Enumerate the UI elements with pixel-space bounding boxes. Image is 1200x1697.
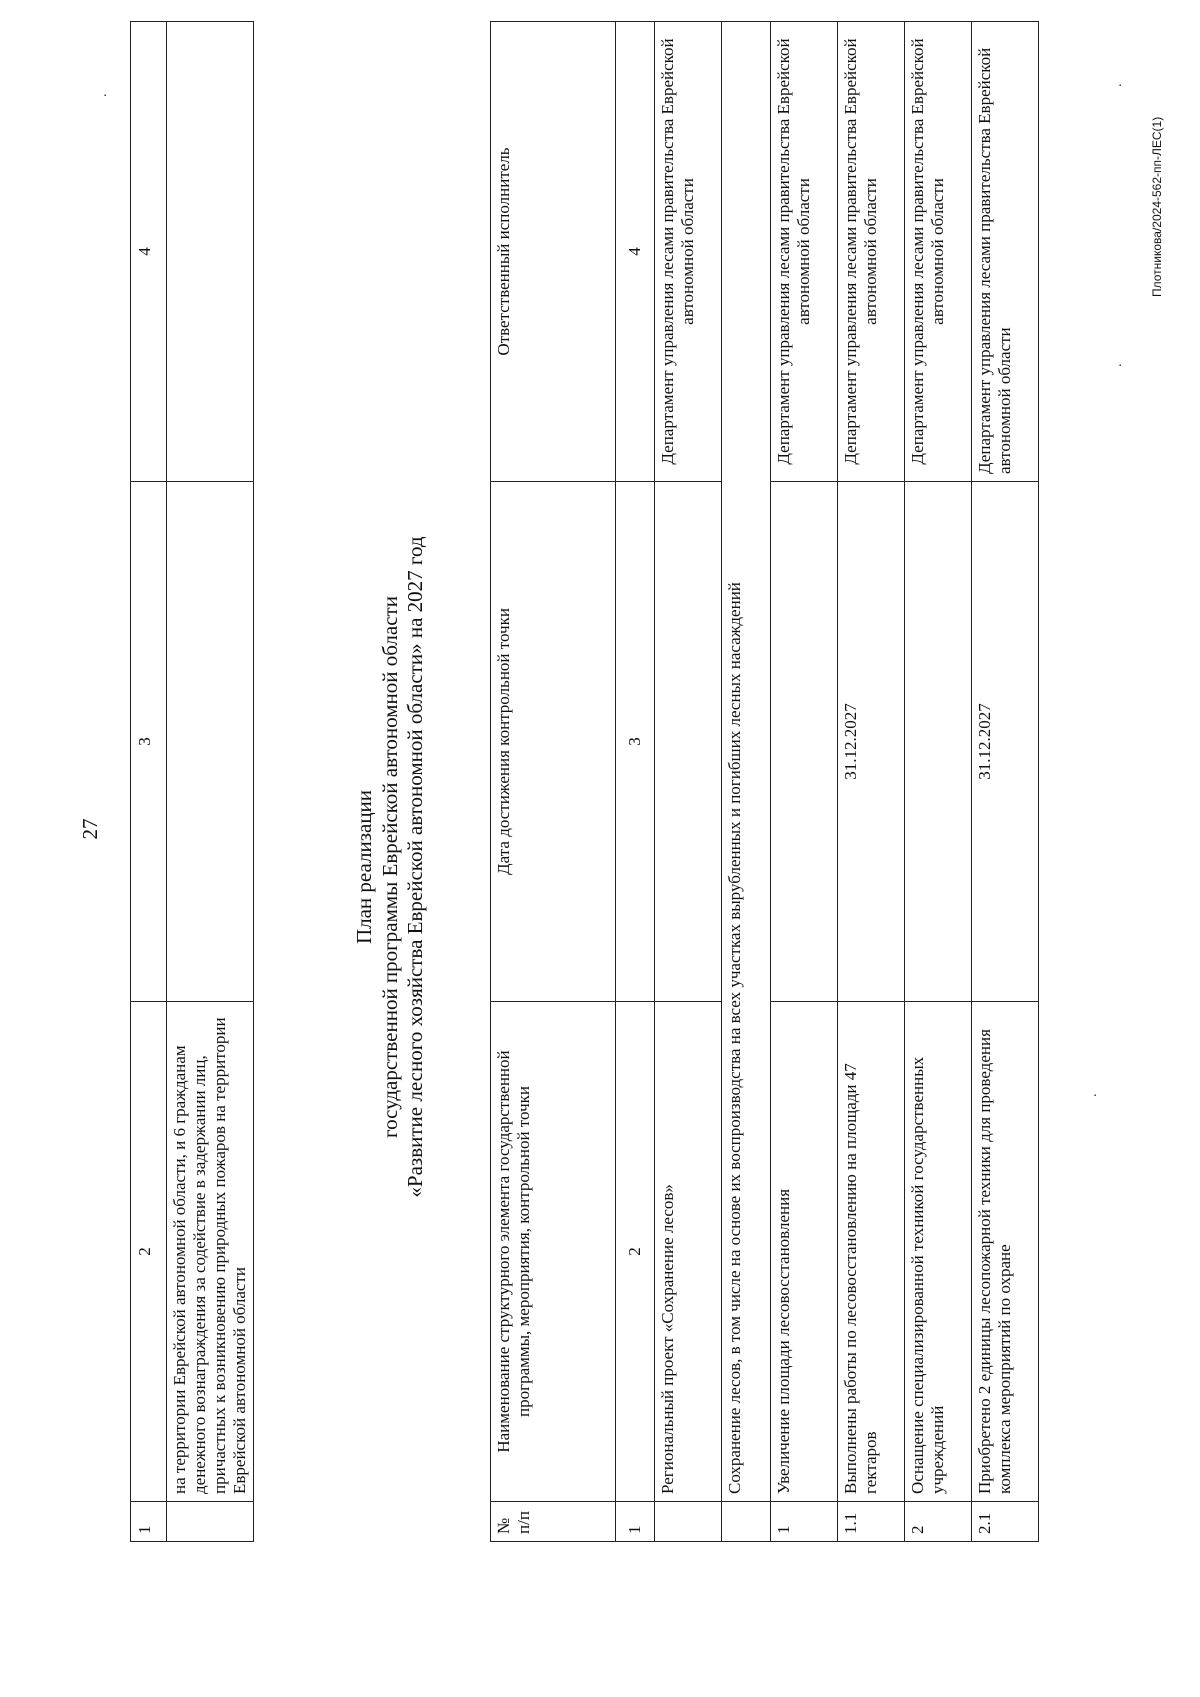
row-name: Выполнены работы по лесовосстановлению на площади 47 гектаров — [838, 1002, 905, 1502]
header-num-2: 2 — [616, 1002, 655, 1502]
cell-executor — [167, 22, 254, 482]
row-date: 31.12.2027 — [972, 482, 1039, 1002]
title-line-1: План реализации — [352, 789, 376, 945]
project-name: Региональный проект «Сохранение лесов» — [655, 1002, 722, 1502]
row-num: 1 — [771, 1502, 838, 1542]
title-line-2: государственной программы Еврейской автономной области — [377, 596, 402, 1138]
plan-table — [490, 21, 1039, 1542]
row-executor: Департамент управления лесами правительства Еврейской автономной области — [771, 22, 838, 482]
row-executor: Департамент управления лесами правительства Еврейской автономной области — [838, 22, 905, 482]
header-num-1: 1 — [616, 1502, 655, 1542]
project-num — [655, 1502, 722, 1542]
col-header-1: 1 — [131, 1502, 167, 1542]
continuation-table — [130, 21, 254, 1542]
project-date — [655, 482, 722, 1002]
row-num: 2.1 — [972, 1502, 1039, 1542]
project-executor: Департамент управления лесами правительства Еврейской автономной области — [655, 22, 722, 482]
row-num: 2 — [905, 1502, 972, 1542]
row-executor: Департамент управления лесами правительства Еврейской автономной области — [972, 22, 1039, 482]
row-num: 1.1 — [838, 1502, 905, 1542]
document-footer-code: Плотникова/2024-562-пп-ЛЕС(1) — [1150, 116, 1164, 297]
header-name: Наименование структурного элемента государственной программы, мероприятия, контрольной точки — [491, 1002, 616, 1502]
scan-speck: . — [1110, 363, 1125, 367]
header-date: Дата достижения контрольной точки — [491, 482, 616, 1002]
row-name: Оснащение специализированной техникой государственных учреждений — [905, 1002, 972, 1502]
row-executor: Департамент управления лесами правительства Еврейской автономной области — [905, 22, 972, 482]
header-num-3: 3 — [616, 482, 655, 1002]
header-num-4: 4 — [616, 22, 655, 482]
col-header-4: 4 — [131, 22, 167, 482]
header-executor: Ответственный исполнитель — [491, 22, 616, 482]
scan-speck: . — [1110, 83, 1125, 87]
row-date — [905, 482, 972, 1002]
cell-date — [167, 482, 254, 1002]
header-num: № п/п — [491, 1502, 616, 1542]
task-row: Сохранение лесов, в том числе на основе их воспроизводства на всех участках вырубленных и погибших лесных насаждений — [722, 22, 771, 1502]
cell-name: на территории Еврейской автономной области, и 6 гражданам денежного вознаграждения за содействие в задержании лиц, причастных к возникновению природных пожаров на территории Еврейской автономной области — [167, 1002, 254, 1502]
title-line-3: «Развитие лесного хозяйства Еврейской автономной области» на 2027 год — [403, 536, 428, 1198]
page-number: 27 — [78, 818, 102, 840]
cell-num — [167, 1502, 254, 1542]
scan-speck: . — [95, 93, 110, 97]
col-header-3: 3 — [131, 482, 167, 1002]
row-date — [771, 482, 838, 1002]
row-name: Приобретено 2 единицы лесопожарной техники для проведения комплекса мероприятий по охране — [972, 1002, 1039, 1502]
row-name: Увеличение площади лесовосстановления — [771, 1002, 838, 1502]
plan-title — [352, 437, 429, 1297]
row-date: 31.12.2027 — [838, 482, 905, 1002]
col-header-2: 2 — [131, 1002, 167, 1502]
task-num — [722, 1502, 771, 1542]
scan-speck: . — [1085, 1093, 1100, 1097]
